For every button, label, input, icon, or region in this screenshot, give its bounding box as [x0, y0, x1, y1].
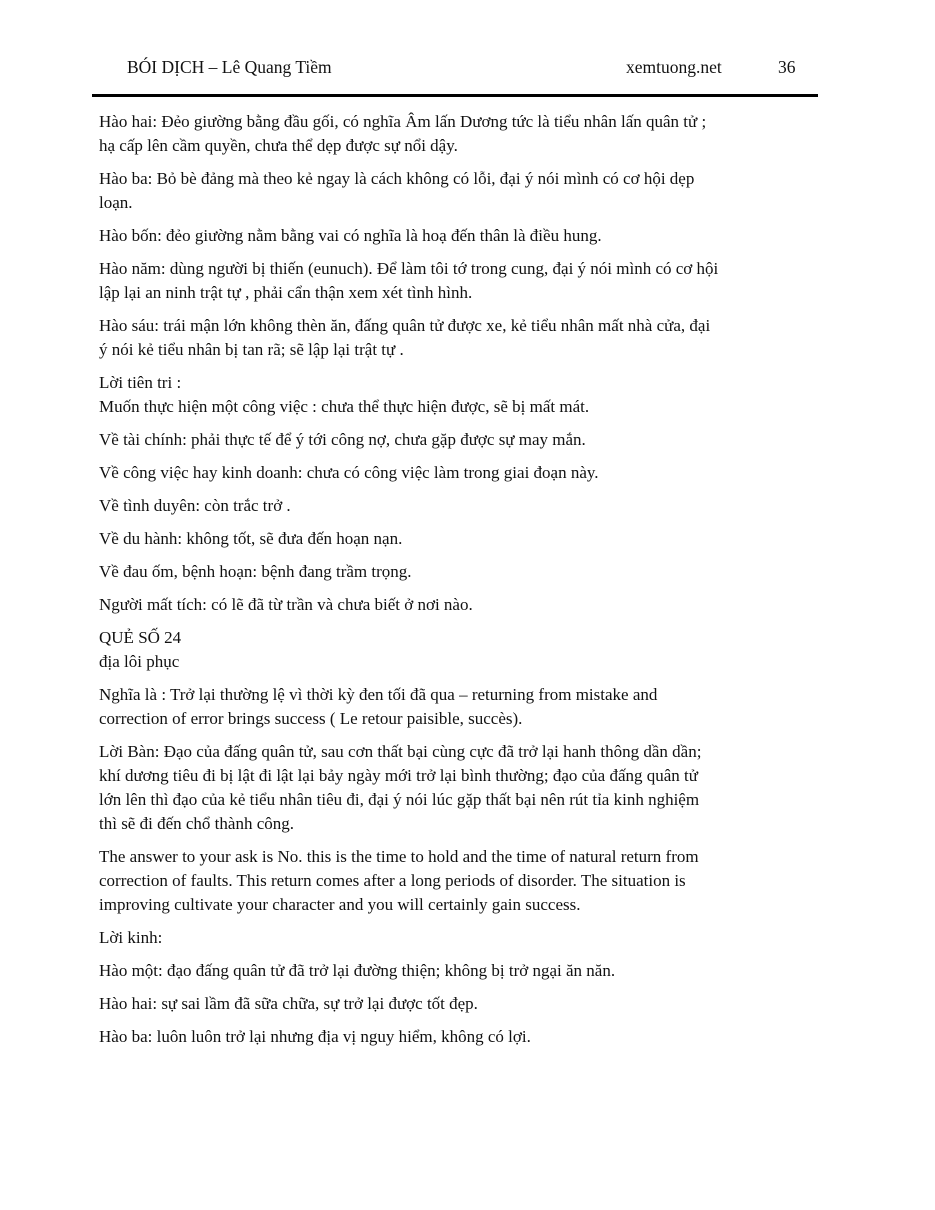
text-line: Về đau ốm, bệnh hoạn: bệnh đang trầm trọng.	[99, 562, 412, 581]
paragraph	[99, 926, 809, 950]
text-line: ý nói kẻ tiểu nhân bị tan rã; sẽ lập lại trật tự .	[99, 340, 404, 359]
text-line: thì sẽ đi đến chổ thành công.	[99, 814, 294, 833]
document-title: BÓI DỊCH – Lê Quang Tiềm	[127, 57, 332, 77]
text-line: Lời Bàn: Đạo của đấng quân tử, sau cơn thất bại cùng cực đã trở lại hanh thông dần dần;	[99, 742, 702, 761]
text-line: Hào hai: sự sai lầm đã sữa chữa, sự trở lại được tốt đẹp.	[99, 994, 478, 1013]
paragraph	[99, 959, 809, 983]
paragraph	[99, 683, 809, 731]
paragraph	[99, 314, 809, 362]
text-line: Lời kinh:	[99, 928, 163, 947]
paragraph	[99, 494, 809, 518]
text-line: lớn lên thì đạo của kẻ tiểu nhân tiêu đi, đại ý nói lúc gặp thất bại nên rút tỉa kinh nghiệm	[99, 790, 700, 809]
paragraph	[99, 593, 809, 617]
text-line: improving cultivate your character and you will certainly gain success.	[99, 895, 581, 914]
paragraph	[99, 560, 809, 584]
paragraph	[99, 740, 809, 836]
paragraph	[99, 461, 809, 485]
paragraph	[99, 527, 809, 551]
paragraph	[99, 626, 809, 674]
text-line: địa lôi phục	[99, 652, 180, 671]
paragraph	[99, 257, 809, 305]
text-line: Về công việc hay kinh doanh: chưa có công việc làm trong giai đoạn này.	[99, 463, 599, 482]
text-line: Về du hành: không tốt, sẽ đưa đến hoạn nạn.	[99, 529, 403, 548]
text-line: Về tình duyên: còn trắc trở .	[99, 496, 291, 515]
text-line: correction of faults. This return comes after a long periods of disorder. The situation is	[99, 871, 686, 890]
text-line: Hào hai: Đẻo giường bằng đầu gối, có nghĩa Âm lấn Dương tức là tiểu nhân lấn quân tử ;	[99, 112, 707, 131]
paragraph	[99, 992, 809, 1016]
text-line: loạn.	[99, 193, 133, 212]
text-line: Hào ba: Bỏ bè đảng mà theo kẻ ngay là cách không có lỗi, đại ý nói mình có cơ hội dẹp	[99, 169, 695, 188]
text-line: Hào ba: luôn luôn trở lại nhưng địa vị nguy hiểm, không có lợi.	[99, 1027, 531, 1046]
text-line: Muốn thực hiện một công việc : chưa thể thực hiện được, sẽ bị mất mát.	[99, 397, 590, 416]
text-line: Hào một: đạo đấng quân tử đã trở lại đường thiện; không bị trở ngại ăn năn.	[99, 961, 616, 980]
text-line: Hào bốn: đẻo giường nằm bằng vai có nghĩa là hoạ đến thân là điều hung.	[99, 226, 602, 245]
text-line: Người mất tích: có lẽ đã từ trần và chưa biết ở nơi nào.	[99, 595, 473, 614]
text-line: khí dương tiêu đi bị lật đi lật lại bảy ngày mới trở lại bình thường; đạo của đấng quân tử	[99, 766, 698, 785]
text-line: The answer to your ask is No. this is the time to hold and the time of natural return from	[99, 847, 699, 866]
text-line: Hào năm: dùng người bị thiến (eunuch). Để làm tôi tớ trong cung, đại ý nói mình có cơ hội	[99, 259, 719, 278]
header-divider	[92, 94, 818, 97]
paragraph	[99, 845, 809, 917]
paragraph	[99, 110, 809, 158]
text-line: Lời tiên tri :	[99, 373, 182, 392]
document-body	[99, 110, 809, 1058]
text-line: Về tài chính: phải thực tế để ý tới công nợ, chưa gặp được sự may mắn.	[99, 430, 586, 449]
text-line: Hào sáu: trái mận lớn không thèn ăn, đấng quân tử được xe, kẻ tiểu nhân mất nhà cửa, đại	[99, 316, 711, 335]
paragraph	[99, 428, 809, 452]
text-line: correction of error brings success ( Le retour paisible, succès).	[99, 709, 523, 728]
text-line: lập lại an ninh trật tự , phải cẩn thận xem xét tình hình.	[99, 283, 473, 302]
paragraph	[99, 371, 809, 419]
text-line: hạ cấp lên cầm quyền, chưa thể dẹp được sự nổi dậy.	[99, 136, 458, 155]
paragraph	[99, 167, 809, 215]
paragraph	[99, 224, 809, 248]
website-name: xemtuong.net	[626, 57, 722, 77]
paragraph	[99, 1025, 809, 1049]
text-line: Nghĩa là : Trở lại thường lệ vì thời kỳ đen tối đã qua – returning from mistake and	[99, 685, 658, 704]
page-number: 36	[778, 57, 796, 77]
page-header	[0, 0, 935, 100]
text-line: QUẺ SỐ 24	[99, 628, 182, 647]
